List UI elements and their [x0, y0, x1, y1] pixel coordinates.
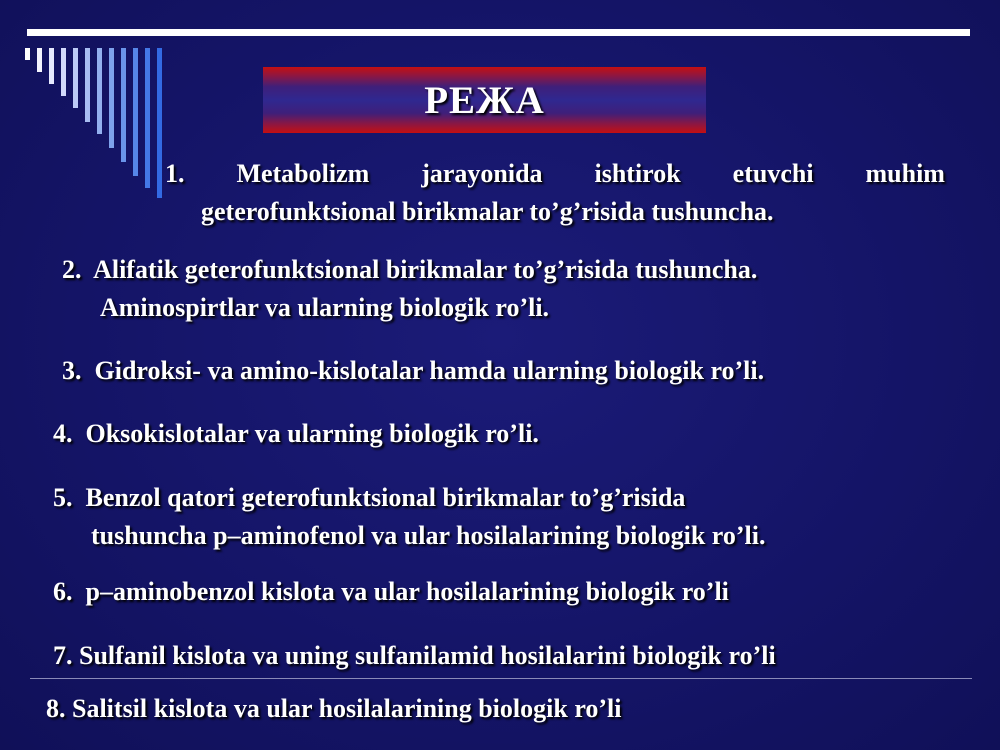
- plan-item-1-word: jarayonida: [421, 159, 543, 188]
- bottom-rule: [30, 678, 972, 679]
- plan-item-8-number: 8.: [46, 694, 66, 723]
- decorative-stripes: [25, 48, 165, 198]
- plan-item-1: [165, 155, 945, 231]
- slide-title: РЕЖА: [424, 78, 545, 122]
- plan-item-3-line1: Gidroksi- va amino-kislotalar hamda ularning biologik ro’li.: [94, 356, 765, 385]
- plan-item-2-line2: Aminospirtlar va ularning biologik ro’li.: [100, 293, 550, 322]
- plan-item-7: [53, 637, 776, 675]
- plan-item-6-number: 6.: [53, 577, 73, 606]
- title-banner: [263, 67, 706, 133]
- plan-item-1-word: etuvchi: [732, 159, 814, 188]
- plan-item-1-number: 1.: [165, 159, 185, 188]
- plan-item-4-number: 4.: [53, 419, 73, 448]
- plan-item-8: [46, 690, 622, 728]
- plan-item-2-line1: Alifatik geterofunktsional birikmalar to’g’risida tushuncha.: [93, 255, 758, 284]
- plan-item-3: [62, 352, 764, 390]
- plan-item-6: [53, 573, 729, 611]
- plan-item-1-word: muhim: [865, 159, 945, 188]
- plan-item-1-word: Metabolizm: [236, 159, 370, 188]
- plan-item-2-number: 2.: [62, 255, 82, 284]
- plan-item-4: [53, 415, 539, 453]
- plan-item-2: [62, 251, 757, 327]
- plan-item-5: [53, 479, 765, 555]
- plan-item-1-line1: [165, 155, 945, 193]
- plan-item-4-line1: Oksokislotalar va ularning biologik ro’li.: [85, 419, 539, 448]
- plan-item-5-line1: Benzol qatori geterofunktsional birikmalar to’g’risida: [85, 483, 686, 512]
- plan-item-7-number: 7.: [53, 641, 73, 670]
- top-rule: [27, 29, 970, 36]
- plan-item-1-word: ishtirok: [594, 159, 681, 188]
- plan-item-5-number: 5.: [53, 483, 73, 512]
- plan-item-3-number: 3.: [62, 356, 82, 385]
- plan-item-5-line2: tushuncha p–aminofenol va ular hosilalarining biologik ro’li.: [91, 521, 766, 550]
- plan-item-7-line1: Sulfanil kislota va uning sulfanilamid hosilalarini biologik ro’li: [79, 641, 776, 670]
- plan-item-1-line2: geterofunktsional birikmalar to’g’risida tushuncha.: [201, 197, 774, 226]
- plan-item-8-line1: Salitsil kislota va ular hosilalarining biologik ro’li: [72, 694, 622, 723]
- plan-item-6-line1: p–aminobenzol kislota va ular hosilalarining biologik ro’li: [85, 577, 729, 606]
